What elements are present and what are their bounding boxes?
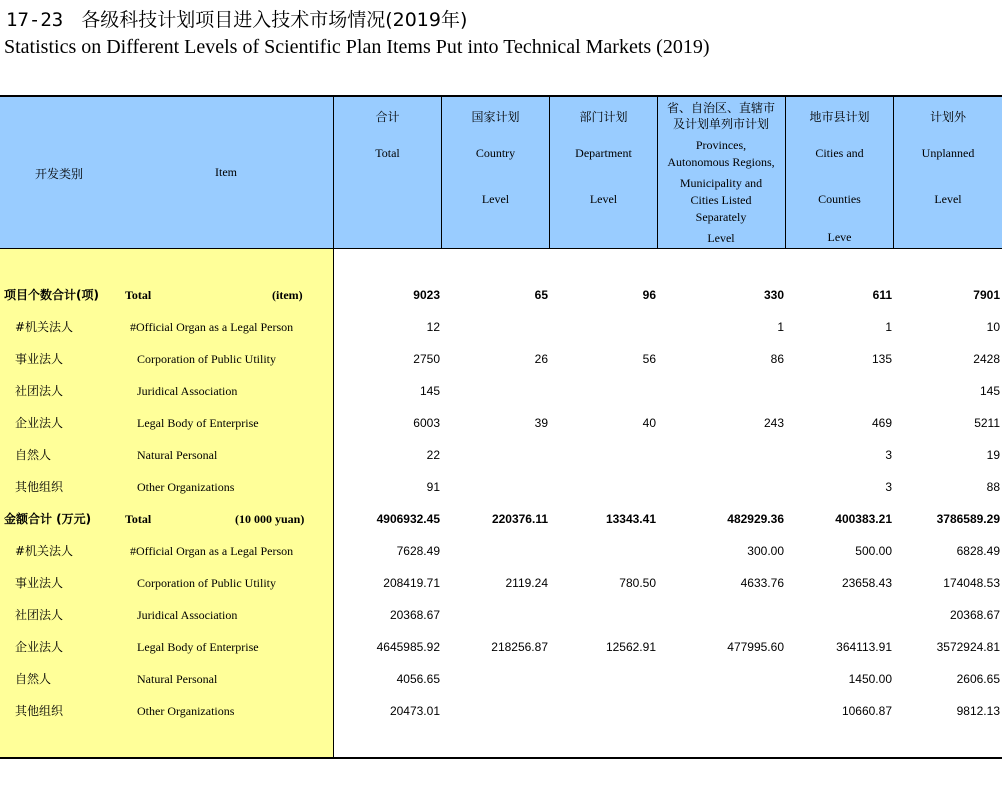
table-cell: 56: [642, 352, 656, 366]
table-cell: 5211: [974, 416, 1000, 430]
table-row: [0, 471, 1002, 503]
table-cell: 243: [763, 416, 784, 430]
table-cell: 20368.67: [389, 608, 440, 622]
table-cell: 220376.11: [491, 512, 548, 526]
header-en: Provinces,: [695, 138, 747, 152]
header-en: Total: [375, 146, 400, 160]
row-label-en: Legal Body of Enterprise: [137, 640, 259, 654]
table-row: [0, 375, 1002, 407]
table-cell: 2428: [973, 352, 1000, 366]
table-cell: 500.00: [855, 544, 892, 558]
page-title-en: Statistics on Different Levels of Scientific Plan Items Put into Technical Markets (2019): [4, 36, 710, 58]
table-cell: 12: [426, 320, 440, 334]
table-cell: 96: [642, 288, 656, 302]
table-cell: 4056.65: [396, 672, 440, 686]
table-cell: 400383.21: [835, 512, 892, 526]
row-label-en: Natural Personal: [137, 448, 218, 462]
header-en: Autonomous Regions,: [667, 155, 775, 169]
header-en: Department: [575, 146, 632, 160]
header-cn: 国家计划: [471, 110, 520, 124]
row-label-cn: 社团法人: [15, 608, 64, 622]
table-cell: 6828.49: [956, 544, 1000, 558]
table-cell: 3572924.81: [936, 640, 1000, 654]
header-en: Leve: [827, 230, 852, 244]
header-rule: [0, 248, 1002, 249]
row-label-cn: 项目个数合计(项): [4, 288, 99, 302]
table-cell: 10660.87: [841, 704, 892, 718]
table-cell: 482929.36: [727, 512, 784, 526]
table-cell: 1: [885, 320, 892, 334]
table-row: [0, 503, 1002, 535]
header-en: Counties: [818, 192, 861, 206]
table-cell: 40: [642, 416, 656, 430]
row-unit: (10 000 yuan): [235, 512, 305, 526]
table-cell: 22: [426, 448, 440, 462]
table-cell: 6003: [413, 416, 440, 430]
table-cell: 7628.49: [396, 544, 440, 558]
row-label-cn: 社团法人: [15, 384, 64, 398]
header-cn: 计划外: [929, 110, 966, 124]
header-cn: 及计划单列市计划: [672, 117, 769, 131]
header-en: Level: [707, 231, 735, 245]
table-row: [0, 535, 1002, 567]
table-cell: 1450.00: [848, 672, 892, 686]
table-cell: 23658.43: [841, 576, 892, 590]
table-cell: 9023: [413, 288, 440, 302]
table-cell: 9812.13: [956, 704, 1000, 718]
table-cell: 19: [986, 448, 1000, 462]
header-cities: [786, 97, 893, 248]
header-en: Municipality and: [679, 176, 763, 190]
header-stub-cn: 开发类别: [35, 167, 84, 181]
table-cell: 4906932.45: [376, 512, 440, 526]
header-en: Level: [481, 192, 510, 206]
header-cn: 部门计划: [579, 110, 628, 124]
header-cn: 省、自治区、直辖市: [666, 101, 775, 115]
table-cell: 469: [871, 416, 892, 430]
table-cell: 65: [534, 288, 548, 302]
row-label-en: Natural Personal: [137, 672, 218, 686]
header-stub-en: Item: [215, 165, 237, 179]
row-label-cn: 事业法人: [15, 352, 64, 366]
row-label-cn: 企业法人: [15, 416, 64, 430]
table-cell: 2606.65: [956, 672, 1000, 686]
table-cell: 477995.60: [727, 640, 784, 654]
row-label-cn: #机关法人: [15, 544, 74, 558]
row-label-cn: 自然人: [15, 672, 52, 686]
header-cn: 合计: [375, 110, 400, 124]
header-en: Country: [475, 146, 516, 160]
header-en: Unplanned: [921, 146, 975, 160]
row-label-cn: 企业法人: [15, 640, 64, 654]
page-title-cn: [6, 5, 467, 32]
table-cell: 10: [986, 320, 1000, 334]
table-cell: 4633.76: [740, 576, 784, 590]
table-cell: 12562.91: [605, 640, 656, 654]
header-en: Level: [934, 192, 962, 206]
table-cell: 330: [763, 288, 784, 302]
row-label-en: Juridical Association: [137, 384, 238, 398]
table-row: [0, 567, 1002, 599]
table-cell: 7901: [973, 288, 1000, 302]
table-cell: 364113.91: [836, 640, 892, 654]
table-cell: 780.50: [619, 576, 656, 590]
row-label-en: Juridical Association: [137, 608, 238, 622]
row-label-en: Other Organizations: [137, 480, 235, 494]
table-cell: 135: [871, 352, 892, 366]
header-en: Cities Listed: [690, 193, 752, 207]
table-cell: 20368.67: [949, 608, 1000, 622]
header-unplanned: [894, 97, 1002, 248]
title-cn-text: 各级科技计划项目进入技术市场情况(2019年): [81, 9, 468, 31]
row-unit: (item): [272, 288, 303, 302]
row-label-en: Legal Body of Enterprise: [137, 416, 259, 430]
table-cell: 300.00: [747, 544, 784, 558]
table-cell: 3: [885, 480, 892, 494]
table-cell: 4645985.92: [376, 640, 440, 654]
row-label-en: #Official Organ as a Legal Person: [130, 544, 294, 558]
row-label-cn: #机关法人: [15, 320, 74, 334]
table-cell: 26: [534, 352, 548, 366]
table-number: 17-23: [6, 9, 64, 31]
row-label-en: Corporation of Public Utility: [137, 576, 276, 590]
table-cell: 1: [777, 320, 784, 334]
header-total: [334, 97, 441, 248]
header-country: [442, 97, 549, 248]
header-provinces: [657, 97, 785, 248]
row-label-cn: 金额合计 (万元): [4, 512, 92, 526]
table-cell: 208419.71: [383, 576, 440, 590]
row-label-cn: 其他组织: [15, 480, 64, 494]
table-cell: 2119.24: [505, 576, 548, 590]
table-cell: 218256.87: [491, 640, 548, 654]
header-department: [550, 97, 657, 248]
table-row: [0, 439, 1002, 471]
table-cell: 3786589.29: [936, 512, 1000, 526]
header-en: Separately: [695, 210, 747, 224]
row-label-cn: 自然人: [15, 448, 52, 462]
table-row: [0, 407, 1002, 439]
table-cell: 39: [534, 416, 548, 430]
table-cell: 611: [872, 288, 892, 302]
row-label-en: Total: [125, 288, 152, 302]
table-cell: 91: [426, 480, 440, 494]
table-cell: 174048.53: [943, 576, 1000, 590]
table-cell: 20473.01: [389, 704, 440, 718]
header-cn: 地市县计划: [809, 110, 870, 124]
table-cell: 145: [979, 384, 1000, 398]
row-label-cn: 其他组织: [15, 704, 64, 718]
table-cell: 2750: [413, 352, 440, 366]
table-cell: 86: [770, 352, 784, 366]
table-row: [0, 311, 1002, 343]
table-row: [0, 695, 1002, 727]
header-en: Level: [589, 192, 618, 206]
table-cell: 88: [986, 480, 1000, 494]
table-cell: 145: [419, 384, 440, 398]
row-label-en: Other Organizations: [137, 704, 235, 718]
table-bottom-rule: [0, 757, 1002, 759]
row-label-en: #Official Organ as a Legal Person: [130, 320, 294, 334]
header-en: Cities and: [815, 146, 864, 160]
table-row: [0, 663, 1002, 695]
table-row: [0, 279, 1002, 311]
table-row: [0, 631, 1002, 663]
table-cell: 3: [885, 448, 892, 462]
table-row: [0, 599, 1002, 631]
row-label-en: Corporation of Public Utility: [137, 352, 276, 366]
table-row: [0, 343, 1002, 375]
table-cell: 13343.41: [605, 512, 656, 526]
row-label-cn: 事业法人: [15, 576, 64, 590]
row-label-en: Total: [125, 512, 152, 526]
